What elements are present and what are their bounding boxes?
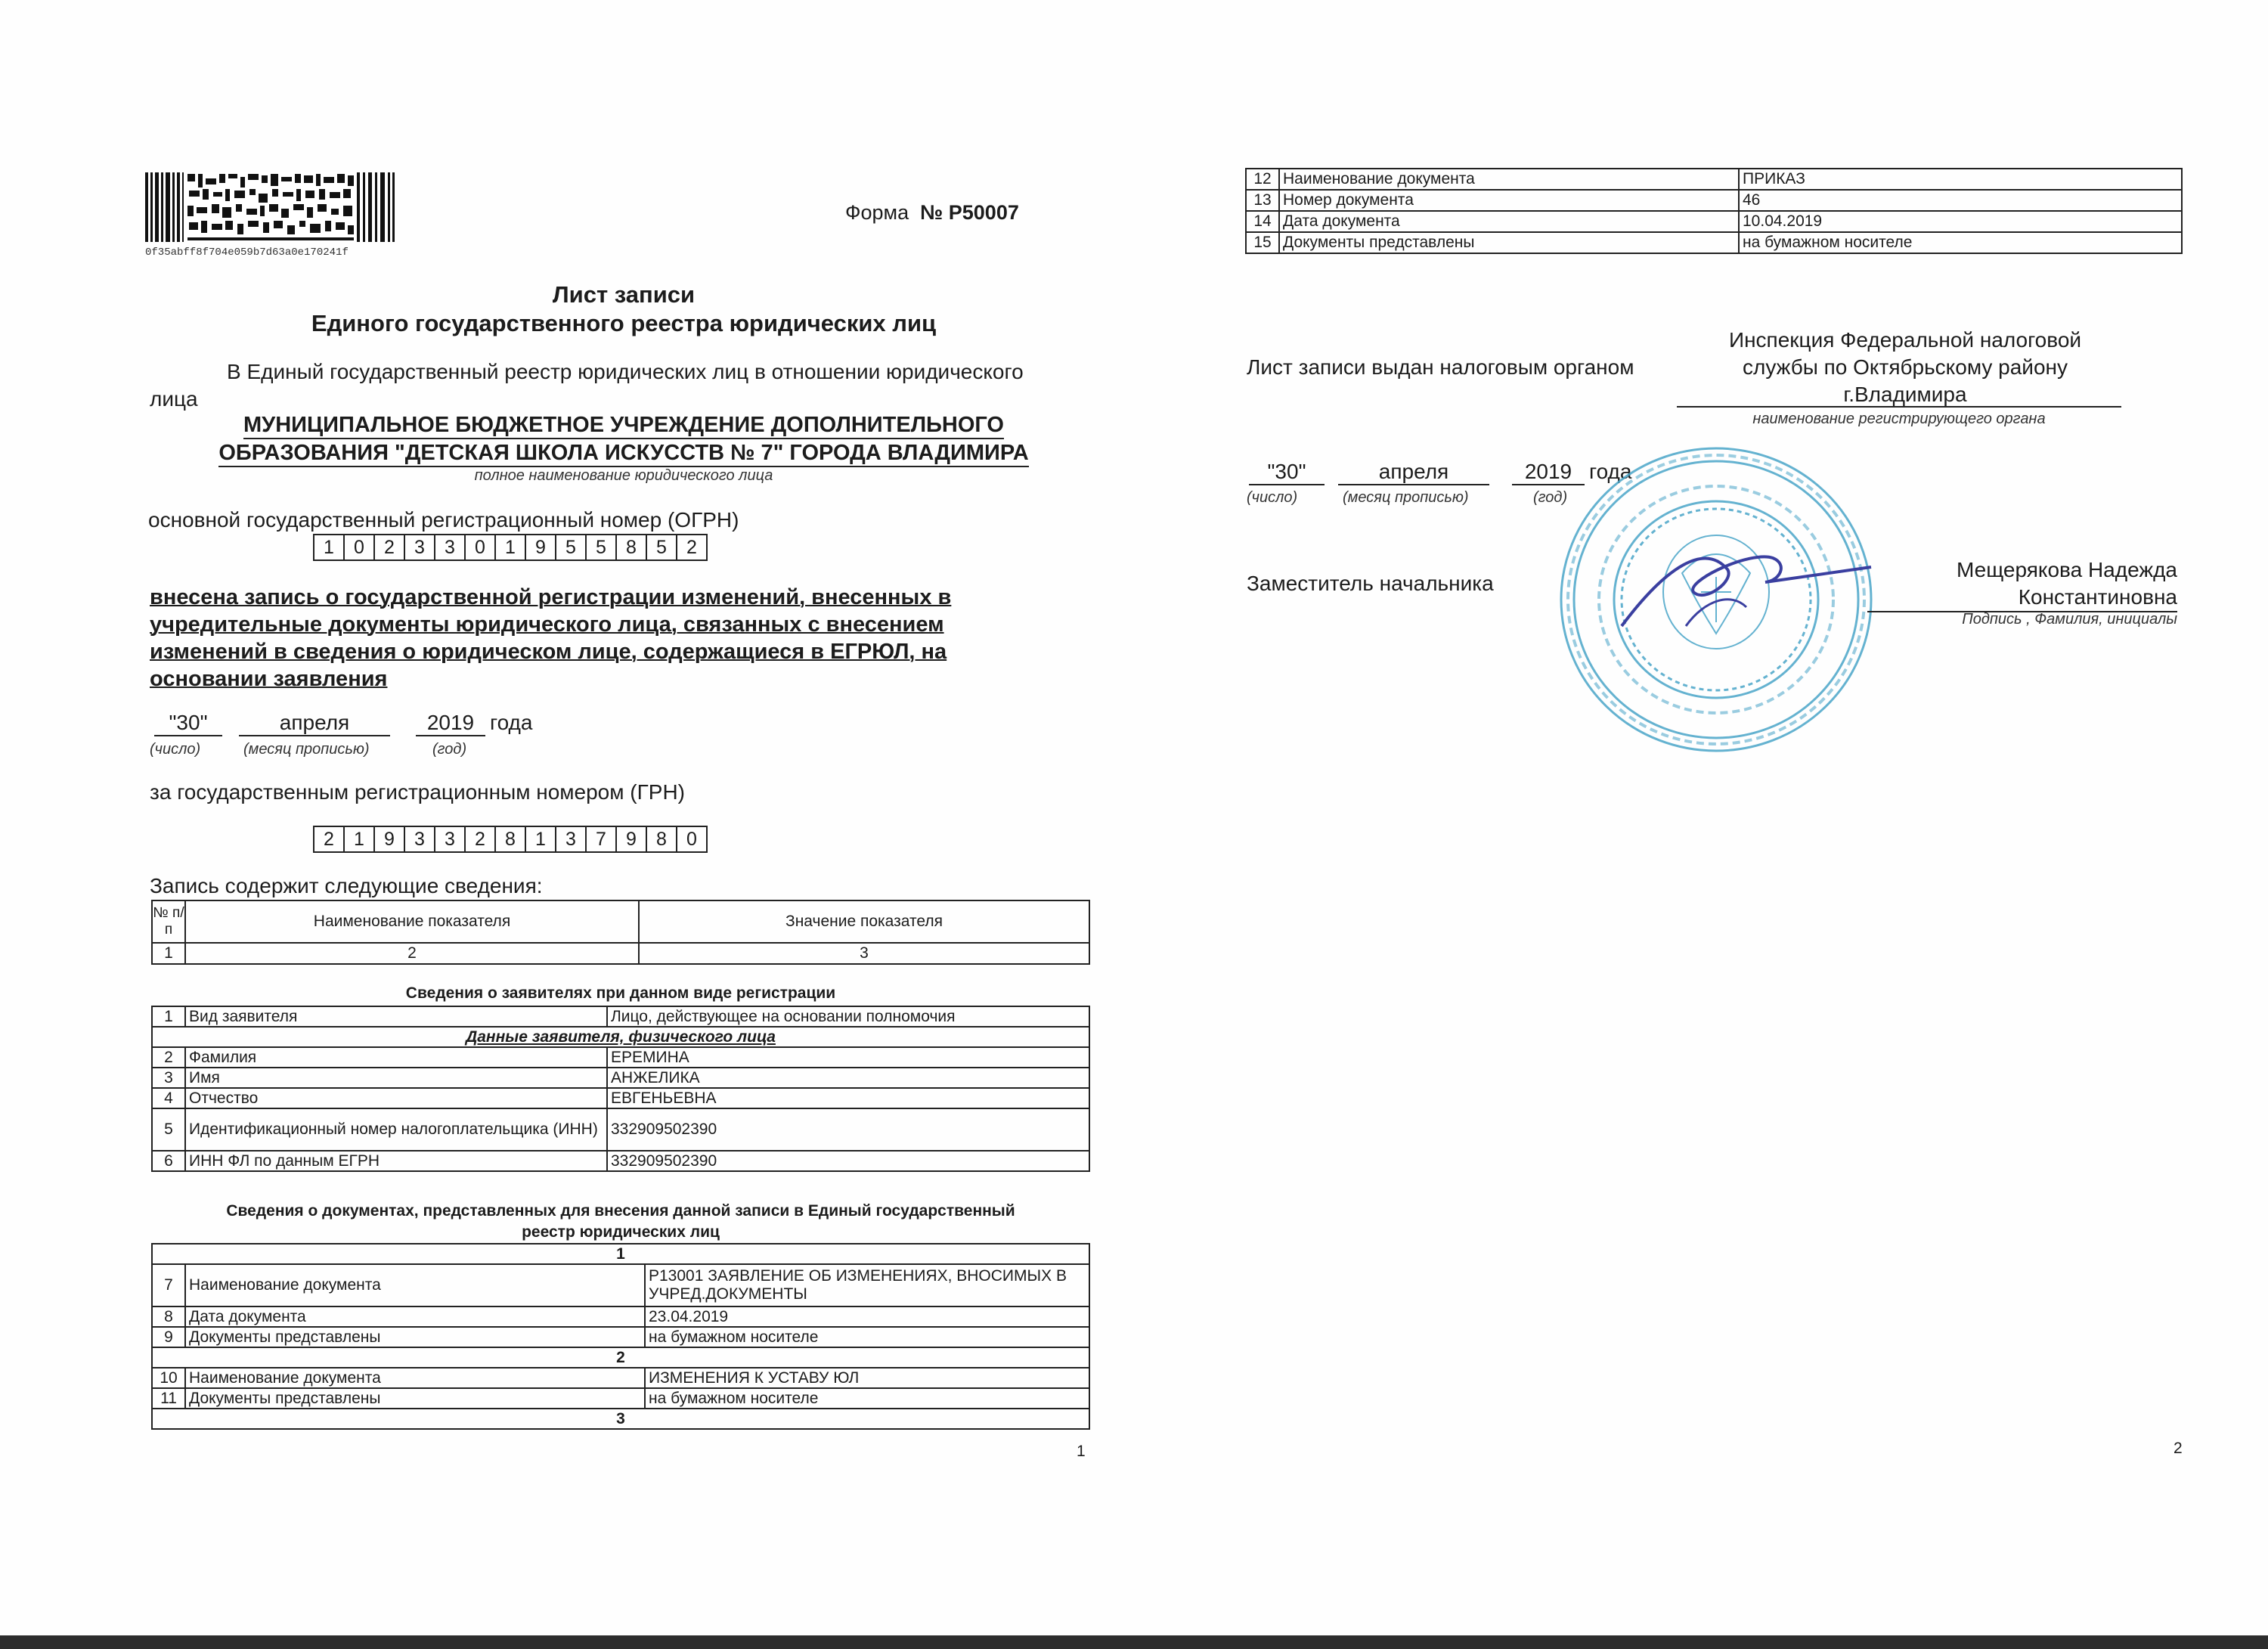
grn-label: за государственным регистрационным номером (ГРН) xyxy=(150,780,685,804)
row-indicator-value: Р13001 ЗАЯВЛЕНИЕ ОБ ИЗМЕНЕНИЯХ, ВНОСИМЫХ В УЧРЕД.ДОКУМЕНТЫ xyxy=(645,1264,1089,1306)
row-number: 9 xyxy=(152,1327,185,1347)
date-day: "30" xyxy=(154,711,222,736)
signer-line-2: Константиновна xyxy=(2018,585,2177,609)
org-name-line-1: МУНИЦИПАЛЬНОЕ БЮДЖЕТНОЕ УЧРЕЖДЕНИЕ ДОПОЛНИТЕЛЬНОГО xyxy=(243,413,1004,439)
row-number: 6 xyxy=(152,1151,185,1171)
caption-year-2: (год) xyxy=(1533,489,1568,506)
title-line-2: Единого государственного реестра юридических лиц xyxy=(311,310,937,336)
digit-cell: 2 xyxy=(466,827,496,851)
applicants-table-body xyxy=(152,1006,1089,1171)
document-group-row xyxy=(152,1347,1089,1368)
form-number: № Р50007 xyxy=(920,201,1019,224)
caption-day-2: (число) xyxy=(1247,489,1298,506)
date-month: апреля xyxy=(239,711,390,736)
row-indicator-name: Отчество xyxy=(185,1088,607,1108)
page-number-2: 2 xyxy=(2174,1440,2183,1457)
applicants-title: Сведения о заявителях при данном виде регистрации xyxy=(405,984,836,1002)
documents-table-body xyxy=(152,1244,1089,1429)
header-num-2: 2 xyxy=(185,943,639,964)
row-number: 15 xyxy=(1246,232,1279,253)
applicants-subheader-row xyxy=(152,1027,1089,1047)
table-row xyxy=(152,1068,1089,1088)
row-indicator-value: 46 xyxy=(1739,190,2182,211)
title-line-1: Лист записи xyxy=(552,281,696,308)
digit-cell: 3 xyxy=(405,827,435,851)
table-row xyxy=(1246,211,2182,232)
row-indicator-value: Лицо, действующее на основании полномочия xyxy=(607,1006,1089,1027)
document-group-number: 1 xyxy=(152,1244,1089,1264)
row-indicator-value: на бумажном носителе xyxy=(645,1327,1089,1347)
table-row xyxy=(152,1327,1089,1347)
table-row xyxy=(1246,169,2182,190)
digit-cell: 3 xyxy=(556,827,587,851)
document-group-row xyxy=(152,1244,1089,1264)
date-year: 2019 xyxy=(416,711,485,736)
digit-cell: 8 xyxy=(496,827,526,851)
row-indicator-name: Документы представлены xyxy=(185,1327,645,1347)
row-indicator-name: Фамилия xyxy=(185,1047,607,1068)
date-year-2: 2019 xyxy=(1512,460,1585,485)
row-number: 10 xyxy=(152,1368,185,1388)
row-indicator-value: на бумажном носителе xyxy=(1739,232,2182,253)
ogrn-cells xyxy=(313,534,708,561)
caption-month: (месяц прописью) xyxy=(243,741,370,758)
date-day-2: "30" xyxy=(1249,460,1325,485)
entry-line-1: внесена запись о государственной регистрации изменений, внесенных в xyxy=(150,585,952,609)
digit-cell: 5 xyxy=(556,535,587,559)
row-number: 8 xyxy=(152,1306,185,1327)
digit-cell: 1 xyxy=(526,827,556,851)
row-indicator-name: Наименование документа xyxy=(185,1368,645,1388)
entry-line-2: учредительные документы юридического лица, связанных с внесением xyxy=(150,612,944,637)
digit-cell: 3 xyxy=(435,827,466,851)
header-table xyxy=(151,900,1090,965)
row-indicator-value: ИЗМЕНЕНИЯ К УСТАВУ ЮЛ xyxy=(645,1368,1089,1388)
row-indicator-name: Наименование документа xyxy=(1279,169,1739,190)
datamatrix-barcode xyxy=(145,172,395,242)
row-number: 14 xyxy=(1246,211,1279,232)
table-row xyxy=(1246,190,2182,211)
digit-cell: 2 xyxy=(375,535,405,559)
header-num-1: 1 xyxy=(152,943,185,964)
digit-cell: 8 xyxy=(647,827,677,851)
row-indicator-name: ИНН ФЛ по данным ЕГРН xyxy=(185,1151,607,1171)
row-indicator-name: Дата документа xyxy=(1279,211,1739,232)
documents-title-line-1: Сведения о документах, представленных для внесения данной записи в Единый государственный xyxy=(226,1202,1015,1220)
row-indicator-value: 23.04.2019 xyxy=(645,1306,1089,1327)
row-indicator-name: Вид заявителя xyxy=(185,1006,607,1027)
digit-cell: 5 xyxy=(587,535,617,559)
caption-day: (число) xyxy=(150,741,201,758)
entry-line-3: изменений в сведения о юридическом лице, содержащиеся в ЕГРЮЛ, на xyxy=(150,640,947,664)
document-group-row xyxy=(152,1409,1089,1429)
ogrn-label: основной государственный регистрационный номер (ОГРН) xyxy=(148,508,739,532)
row-number: 4 xyxy=(152,1088,185,1108)
header-col-number: № п/п xyxy=(152,900,185,943)
table-row xyxy=(152,1264,1089,1306)
digit-cell: 5 xyxy=(647,535,677,559)
issued-label: Лист записи выдан налоговым органом xyxy=(1247,355,1634,379)
table-row xyxy=(152,1151,1089,1171)
documents-title xyxy=(151,1201,1090,1243)
caption-year: (год) xyxy=(432,741,467,758)
digit-cell: 1 xyxy=(345,827,375,851)
row-number: 12 xyxy=(1246,169,1279,190)
row-indicator-name: Номер документа xyxy=(1279,190,1739,211)
entry-line-4: основании заявления xyxy=(150,667,388,691)
documents-table-continued-body xyxy=(1246,169,2182,253)
org-name-caption: полное наименование юридического лица xyxy=(474,467,773,484)
caption-month-2: (месяц прописью) xyxy=(1343,489,1469,506)
digit-cell: 2 xyxy=(314,827,345,851)
header-col-value: Значение показателя xyxy=(639,900,1089,943)
header-col-name: Наименование показателя xyxy=(185,900,639,943)
row-indicator-name: Документы представлены xyxy=(185,1388,645,1409)
authority-line-3: г.Владимира xyxy=(1843,383,1967,406)
table-row xyxy=(152,1006,1089,1027)
table-row xyxy=(152,1047,1089,1068)
row-indicator-value: ЕВГЕНЬЕВНА xyxy=(607,1088,1089,1108)
org-name-line-2: ОБРАЗОВАНИЯ "ДЕТСКАЯ ШКОЛА ИСКУССТВ № 7" ГОРОДА ВЛАДИМИРА xyxy=(218,441,1028,467)
row-indicator-value: 332909502390 xyxy=(607,1108,1089,1151)
date-suffix: года xyxy=(490,711,533,734)
digit-cell: 9 xyxy=(375,827,405,851)
row-number: 11 xyxy=(152,1388,185,1409)
row-number: 5 xyxy=(152,1108,185,1151)
page-2 xyxy=(1134,0,2268,1649)
row-indicator-name: Дата документа xyxy=(185,1306,645,1327)
row-number: 13 xyxy=(1246,190,1279,211)
row-number: 3 xyxy=(152,1068,185,1088)
row-indicator-value: ПРИКАЗ xyxy=(1739,169,2182,190)
page-number-1: 1 xyxy=(1077,1443,1086,1460)
row-indicator-name: Идентификационный номер налогоплательщика (ИНН) xyxy=(185,1108,607,1151)
row-indicator-name: Наименование документа xyxy=(185,1264,645,1306)
row-indicator-name: Имя xyxy=(185,1068,607,1088)
digit-cell: 2 xyxy=(686,537,697,558)
digit-cell: 1 xyxy=(496,535,526,559)
documents-title-line-2: реестр юридических лиц xyxy=(522,1223,720,1241)
authority-caption: наименование регистрирующего органа xyxy=(1752,411,2046,427)
signer-caption: Подпись , Фамилия, инициалы xyxy=(1962,611,2177,628)
signer-line-1: Мещерякова Надежда xyxy=(1956,558,2177,581)
digit-cell: 1 xyxy=(314,535,345,559)
row-indicator-value: АНЖЕЛИКА xyxy=(607,1068,1089,1088)
table-row xyxy=(152,1088,1089,1108)
org-name xyxy=(151,413,1096,467)
row-indicator-value: 332909502390 xyxy=(607,1151,1089,1171)
barcode-code: 0f35abff8f704e059b7d63a0e170241f xyxy=(145,246,349,259)
document-group-number: 2 xyxy=(152,1347,1089,1368)
digit-cell: 8 xyxy=(617,535,647,559)
row-number: 2 xyxy=(152,1047,185,1068)
row-indicator-value: на бумажном носителе xyxy=(645,1388,1089,1409)
date-month-2: апреля xyxy=(1338,460,1489,485)
authority-name xyxy=(1678,327,2132,408)
row-indicator-name: Документы представлены xyxy=(1279,232,1739,253)
digit-cell: 3 xyxy=(405,535,435,559)
row-indicator-value: ЕРЕМИНА xyxy=(607,1047,1089,1068)
grn-cells xyxy=(313,826,708,853)
digit-cell: 9 xyxy=(617,827,647,851)
table-row xyxy=(1246,232,2182,253)
documents-table xyxy=(151,1243,1090,1430)
digit-cell: 7 xyxy=(587,827,617,851)
row-number: 1 xyxy=(152,1006,185,1027)
contains-label: Запись содержит следующие сведения: xyxy=(150,874,543,897)
authority-line-2: службы по Октябрьскому району xyxy=(1743,355,2068,379)
documents-table-continued xyxy=(1245,168,2183,254)
scan-bottom-edge xyxy=(0,1635,2268,1649)
form-label xyxy=(845,201,1019,225)
digit-cell: 0 xyxy=(686,829,697,850)
position: Заместитель начальника xyxy=(1247,572,1494,595)
digit-cell: 0 xyxy=(466,535,496,559)
entry-text xyxy=(150,584,951,693)
applicants-table xyxy=(151,1006,1090,1172)
applicants-subheader: Данные заявителя, физического лица xyxy=(152,1027,1089,1047)
row-indicator-value: 10.04.2019 xyxy=(1739,211,2182,232)
table-row xyxy=(152,1388,1089,1409)
digit-cell: 0 xyxy=(345,535,375,559)
date-suffix-2: года xyxy=(1589,460,1632,483)
digit-cell: 9 xyxy=(526,535,556,559)
digit-cell: 3 xyxy=(435,535,466,559)
form-label-text: Форма xyxy=(845,201,909,224)
signer-name xyxy=(1799,556,2177,611)
table-row xyxy=(152,1306,1089,1327)
intro-line-2: лица xyxy=(150,387,198,411)
authority-line-1: Инспекция Федеральной налоговой xyxy=(1728,328,2082,352)
authority-underline xyxy=(1677,406,2121,408)
header-num-3: 3 xyxy=(639,943,1089,964)
table-row xyxy=(152,1368,1089,1388)
intro-line-1: В Единый государственный реестр юридических лиц в отношении юридического xyxy=(227,360,1024,383)
table-row xyxy=(152,1108,1089,1151)
row-number: 7 xyxy=(152,1264,185,1306)
document-group-number: 3 xyxy=(152,1409,1089,1429)
